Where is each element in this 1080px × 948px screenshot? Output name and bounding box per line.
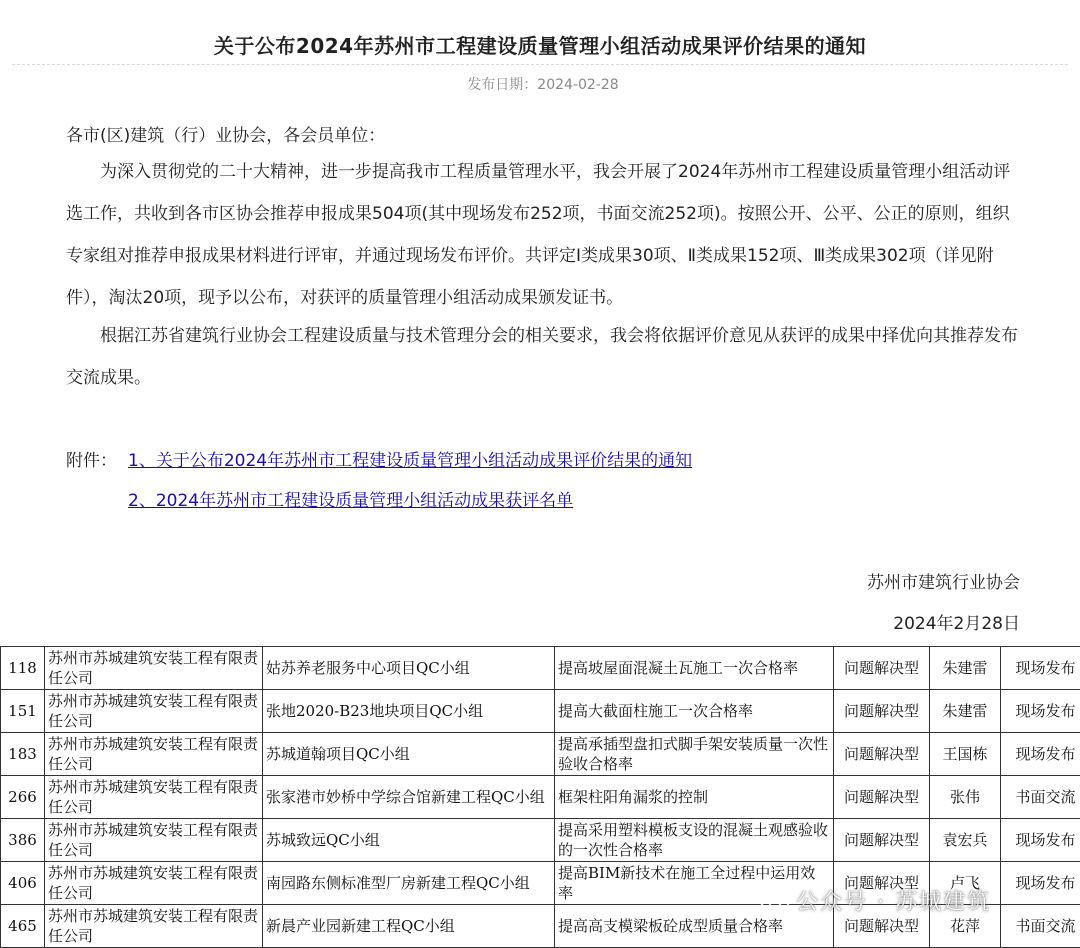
cell-person: 朱建雷 xyxy=(930,647,1001,690)
body-paragraph-1: 为深入贯彻党的二十大精神，进一步提高我市工程质量管理水平，我会开展了2024年苏州市工程建设质量管理小组活动评选工作，共收到各市区协会推荐申报成果504项(其中现场发布252项，书面交流252项)。按照公开、公平、公正的原则，组织专家组对推荐申报成果材料进行评审，并通过现场发布评价。共评定Ⅰ类成果30项、Ⅱ类成果152项、Ⅲ类成果302项（详见附件），淘汰20项，现予以公布，对获评的质量管理小组活动成果颁发证书。 xyxy=(66,151,1026,319)
cell-group: 苏城道翰项目QC小组 xyxy=(263,733,555,776)
watermark xyxy=(760,885,991,916)
salutation: 各市(区)建筑（行）业协会，各会员单位： xyxy=(66,121,385,146)
signature-date: 2024年2月28日 xyxy=(893,609,1020,634)
cell-company: 苏州市苏城建筑安装工程有限责任公司 xyxy=(45,776,263,819)
cell-topic: 提高高支模梁板砼成型质量合格率 xyxy=(555,905,834,948)
attachment-link-2[interactable]: 2、2024年苏州市工程建设质量管理小组活动成果获评名单 xyxy=(128,486,573,511)
cell-topic: 提高BIM新技术在施工全过程中运用效率 xyxy=(555,862,834,905)
cell-type: 问题解决型 xyxy=(834,905,930,948)
cell-number: 151 xyxy=(1,690,45,733)
cell-person: 朱建雷 xyxy=(930,690,1001,733)
watermark-text: 公众号 · 苏城建筑 xyxy=(796,890,991,915)
cell-company: 苏州市苏城建筑安装工程有限责任公司 xyxy=(45,862,263,905)
cell-group: 南园路东侧标准型厂房新建工程QC小组 xyxy=(263,862,555,905)
cell-type: 问题解决型 xyxy=(834,690,930,733)
cell-mode: 现场发布 xyxy=(1001,862,1080,905)
cell-number: 465 xyxy=(1,905,45,948)
table-row xyxy=(1,733,1080,776)
table-row xyxy=(1,819,1080,862)
cell-number: 386 xyxy=(1,819,45,862)
cell-topic: 框架柱阳角漏浆的控制 xyxy=(555,776,834,819)
cell-person: 花萍 xyxy=(930,905,1001,948)
cell-person: 张伟 xyxy=(930,776,1001,819)
cell-group: 新晨产业园新建工程QC小组 xyxy=(263,905,555,948)
cell-mode: 书面交流 xyxy=(1001,905,1080,948)
cell-number: 118 xyxy=(1,647,45,690)
wechat-icon xyxy=(760,891,790,915)
cell-person: 袁宏兵 xyxy=(930,819,1001,862)
cell-topic: 提高坡屋面混凝土瓦施工一次合格率 xyxy=(555,647,834,690)
cell-company: 苏州市苏城建筑安装工程有限责任公司 xyxy=(45,733,263,776)
cell-group: 张家港市妙桥中学综合馆新建工程QC小组 xyxy=(263,776,555,819)
cell-group: 张地2020-B23地块项目QC小组 xyxy=(263,690,555,733)
cell-type: 问题解决型 xyxy=(834,819,930,862)
cell-number: 183 xyxy=(1,733,45,776)
cell-number: 266 xyxy=(1,776,45,819)
table-row xyxy=(1,647,1080,690)
cell-topic: 提高采用塑料模板支设的混凝土观感验收的一次性合格率 xyxy=(555,819,834,862)
attachment-link-1[interactable]: 1、关于公布2024年苏州市工程建设质量管理小组活动成果评价结果的通知 xyxy=(128,446,692,471)
cell-number: 406 xyxy=(1,862,45,905)
cell-mode: 现场发布 xyxy=(1001,690,1080,733)
cell-company: 苏州市苏城建筑安装工程有限责任公司 xyxy=(45,647,263,690)
cell-topic: 提高承插型盘扣式脚手架安装质量一次性验收合格率 xyxy=(555,733,834,776)
cell-company: 苏州市苏城建筑安装工程有限责任公司 xyxy=(45,690,263,733)
attachments-label: 附件： xyxy=(66,446,117,471)
cell-group: 姑苏养老服务中心项目QC小组 xyxy=(263,647,555,690)
notice-title: 关于公布2024年苏州市工程建设质量管理小组活动成果评价结果的通知 xyxy=(0,30,1080,59)
table-row xyxy=(1,690,1080,733)
cell-type: 问题解决型 xyxy=(834,862,930,905)
cell-mode: 书面交流 xyxy=(1001,776,1080,819)
signature-org: 苏州市建筑行业协会 xyxy=(867,568,1020,593)
cell-type: 问题解决型 xyxy=(834,647,930,690)
title-divider xyxy=(12,64,1068,65)
cell-group: 苏城致远QC小组 xyxy=(263,819,555,862)
cell-mode: 现场发布 xyxy=(1001,647,1080,690)
cell-company: 苏州市苏城建筑安装工程有限责任公司 xyxy=(45,819,263,862)
cell-topic: 提高大截面柱施工一次合格率 xyxy=(555,690,834,733)
cell-type: 问题解决型 xyxy=(834,776,930,819)
cell-mode: 现场发布 xyxy=(1001,733,1080,776)
cell-company: 苏州市苏城建筑安装工程有限责任公司 xyxy=(45,905,263,948)
cell-type: 问题解决型 xyxy=(834,733,930,776)
table-row xyxy=(1,776,1080,819)
cell-person: 王国栋 xyxy=(930,733,1001,776)
cell-person: 卢飞 xyxy=(930,862,1001,905)
cell-mode: 现场发布 xyxy=(1001,819,1080,862)
body-paragraph-2: 根据江苏省建筑行业协会工程建设质量与技术管理分会的相关要求，我会将依据评价意见从获评的成果中择优向其推荐发布交流成果。 xyxy=(66,315,1026,399)
publish-date: 发布日期：2024-02-28 xyxy=(0,74,1080,94)
